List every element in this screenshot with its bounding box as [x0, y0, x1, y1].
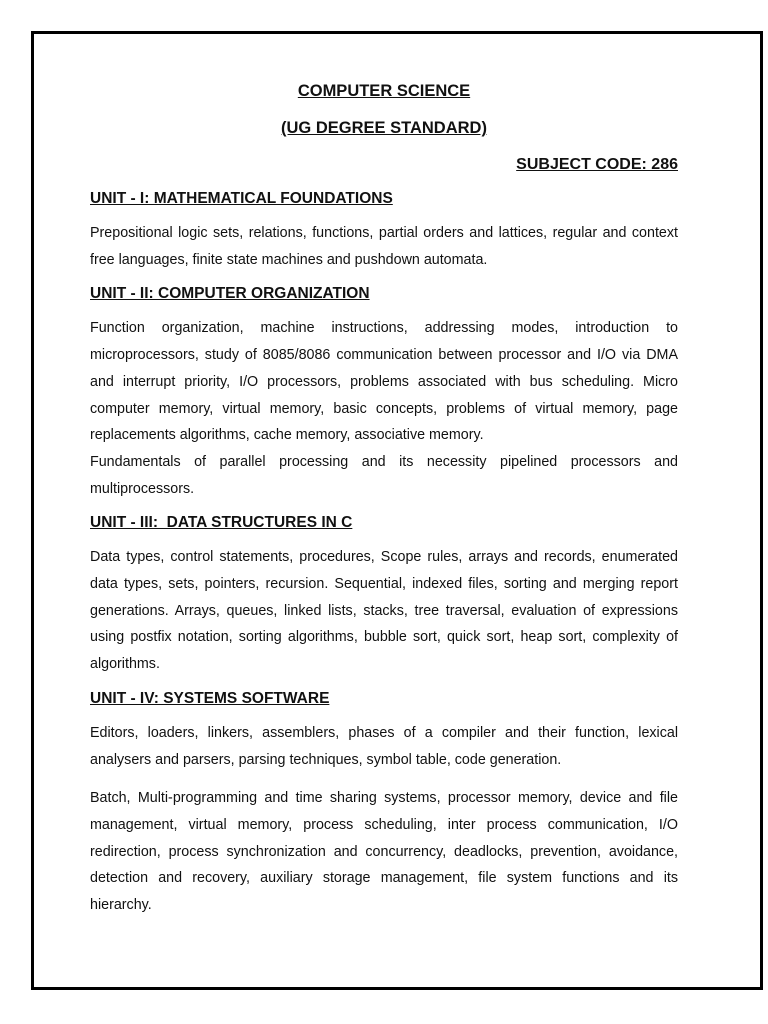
unit-4-heading: UNIT - IV: SYSTEMS SOFTWARE [90, 689, 330, 707]
unit-4-paragraph-2: Batch, Multi-programming and time sharing systems, processor memory, device and file management, virtual memory, process scheduling, inter process communication, I/O redirection, process synchronization and concurrency, deadlocks, prevention, avoidance, detection and recovery, auxiliary storage management, file system functions and its hierarchy. [90, 790, 678, 914]
unit-4-section [90, 686, 678, 919]
unit-2-paragraph-2: Fundamentals of parallel processing and its necessity pipelined processors and multiprocessors. [90, 453, 678, 497]
subject-code: SUBJECT CODE: 286 [516, 156, 678, 173]
unit-1-section [90, 186, 678, 273]
unit-3-section [90, 510, 678, 678]
unit-1-paragraph-1: Prepositional logic sets, relations, functions, partial orders and lattices, regular and context free languages, finite state machines and pushdown automata. [90, 225, 678, 268]
document-subtitle: (UG DEGREE STANDARD) [281, 119, 487, 137]
unit-2-paragraph-1: Function organization, machine instructions, addressing modes, introduction to microprocessors, study of 8085/8086 communication between processor and I/O via DMA and interrupt priority, I/O processors, problems associated with bus scheduling. Micro computer memory, virtual memory, basic concepts, problems of virtual memory, page replacements algorithms, cache memory, associative memory. [90, 320, 678, 444]
unit-2-section [90, 281, 678, 502]
unit-4-paragraph-1: Editors, loaders, linkers, assemblers, phases of a compiler and their function, lexical analysers and parsers, parsing techniques, symbol table, code generation. [90, 724, 678, 768]
unit-3-paragraph-1: Data types, control statements, procedures, Scope rules, arrays and records, enumerated data types, sets, pointers, recursion. Sequential, indexed files, sorting and merging report generations. Arrays, queues, linked lists, stacks, tree traversal, evaluation of expressions using postfix notation, sorting algorithms, bubble sort, quick sort, heap sort, complexity of algorithms. [90, 549, 678, 673]
document-title: COMPUTER SCIENCE [297, 82, 471, 100]
unit-3-heading: UNIT - III: DATA STRUCTURES IN C [90, 514, 353, 532]
unit-2-heading: UNIT - II: COMPUTER ORGANIZATION [90, 285, 370, 303]
document-body [90, 78, 678, 919]
unit-1-heading: UNIT - I: MATHEMATICAL FOUNDATIONS [90, 190, 393, 207]
